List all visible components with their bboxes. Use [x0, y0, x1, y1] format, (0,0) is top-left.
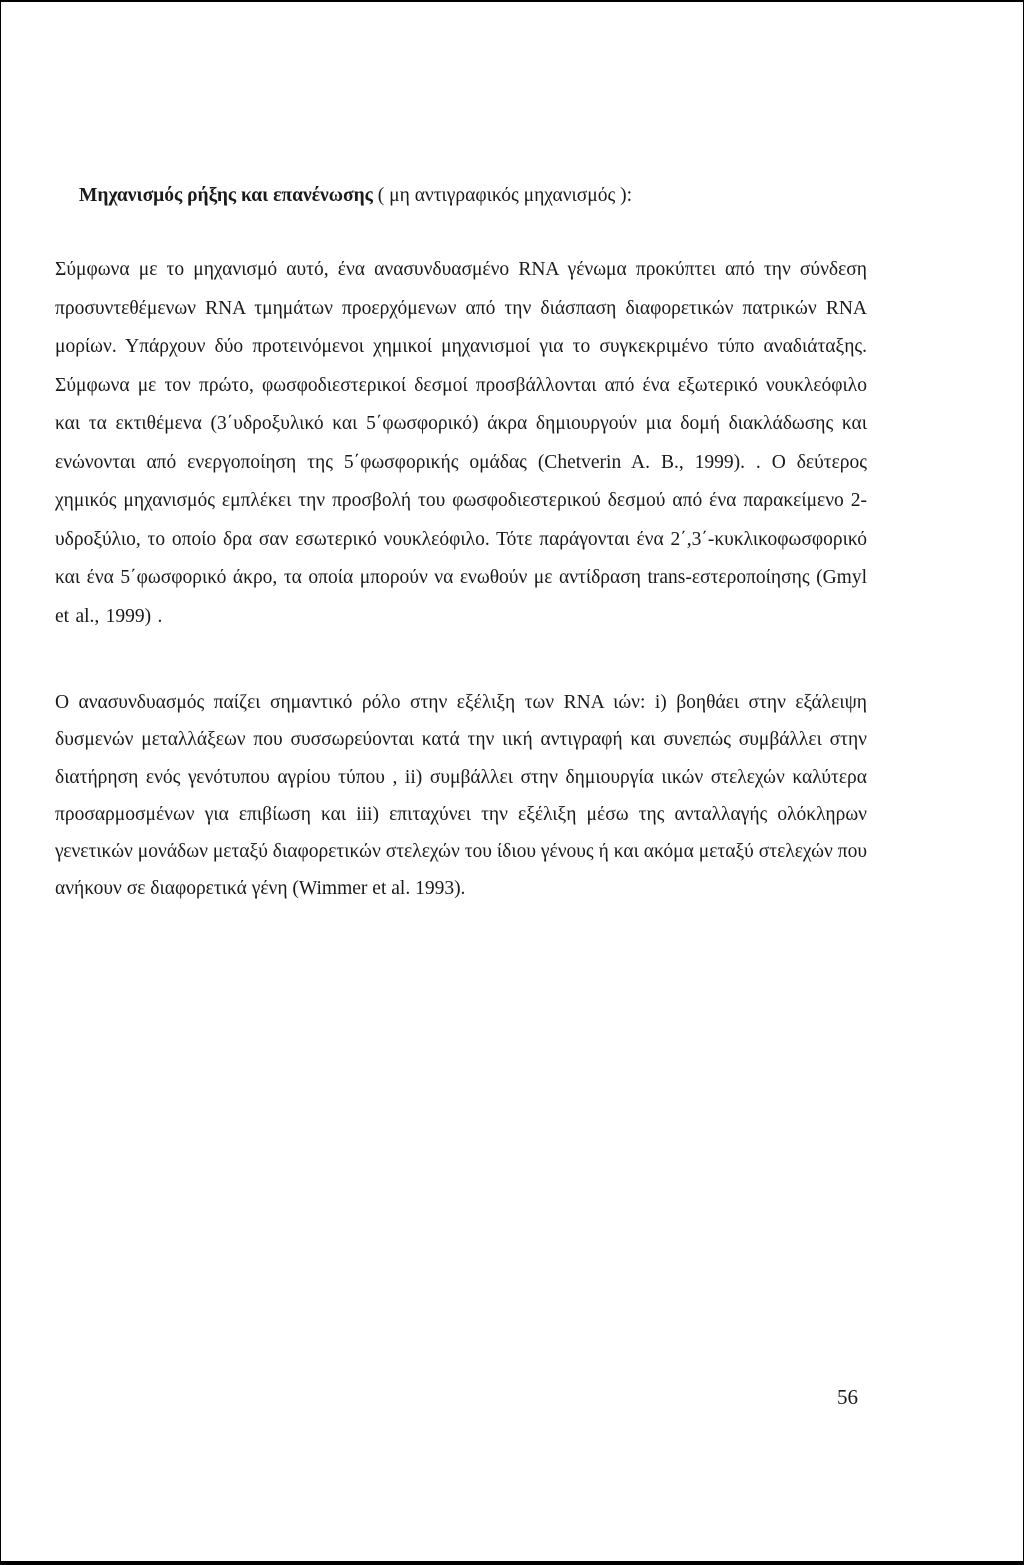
section-heading-subtitle: ( μη αντιγραφικός μηχανισμός ): — [372, 185, 633, 206]
section-heading — [79, 183, 632, 209]
paragraph-recombination-role: Ο ανασυνδυασμός παίζει σημαντικό ρόλο στην εξέλιξη των RNA ιών: i) βοηθάει στην εξάλειψη δυσμενών μεταλλάξεων που συσσωρεύονται κατά την ιική αντιγραφή και συνεπώς συμβάλλει στην διατήρηση ενός γενότυπου αγρίου τύπου , ii) συμβάλλει στην δημιουργία ιικών στελεχών καλύτερα προσαρμοσμένων για επιβίωση και iii) επιταχύνει την εξέλιξη μέσω της ανταλλαγής ολόκληρων γενετικών μονάδων μεταξύ διαφορετικών στελεχών του ίδιου γένους ή και ακόμα μεταξύ στελεχών που ανήκουν σε διαφορετικά γένη (Wimmer et al. 1993). — [55, 692, 867, 900]
paragraph-break-rejoin-mechanism: Σύμφωνα με το μηχανισμό αυτό, ένα ανασυνδυασμένο RNA γένωμα προκύπτει από την σύνδεση προσυντεθέμενων RNA τμημάτων προερχόμενων από την διάσπαση διαφορετικών πατρικών RNA μορίων. Υπάρχουν δύο προτεινόμενοι χημικοί μηχανισμοί για το συγκεκριμένο τύπο αναδιάταξης. Σύμφωνα με τον πρώτο, φωσφοδιεστερικοί δεσμοί προσβάλλονται από ένα εξωτερικό νουκλεόφιλο και τα εκτιθέμενα (3΄υδροξυλικό και 5΄φωσφορικό) άκρα δημιουργούν μια δομή διακλάδωσης και ενώνονται από ενεργοποίηση της 5΄φωσφορικής ομάδας (Chetverin A. B., 1999). . Ο δεύτερος χημικός μηχανισμός εμπλέκει την προσβολή του φωσφοδιεστερικού δεσμού από ένα παρακείμενο 2-υδροξύλιο, το οποίο δρα σαν εσωτερικό νουκλεόφιλο. Τότε παράγονται ένα 2΄,3΄-κυκλικοφωσφορικό και ένα 5΄φωσφορικό άκρο, τα οποία μπορούν να ενωθούν με αντίδραση trans-εστεροποίησης (Gmyl et al., 1999) . — [55, 259, 867, 627]
section-heading-title: Μηχανισμός ρήξης και επανένωσης — [79, 185, 373, 206]
page-number: 56 — [837, 1385, 858, 1409]
document-page — [1, 2, 1023, 1561]
